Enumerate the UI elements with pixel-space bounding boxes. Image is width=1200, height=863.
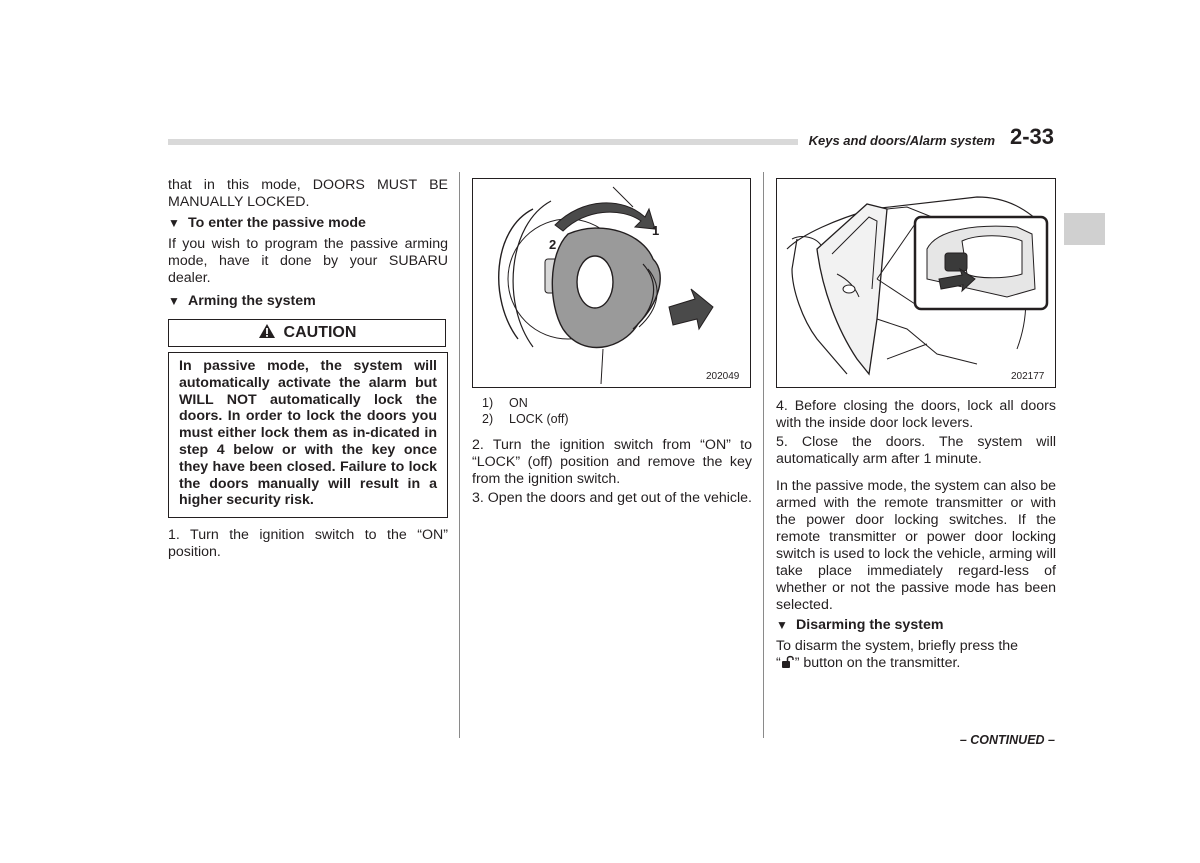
caution-label: CAUTION	[283, 324, 357, 341]
legend-item	[482, 411, 569, 427]
caution-box	[168, 352, 448, 518]
caution-header	[168, 319, 446, 347]
continued-label: – CONTINUED –	[959, 733, 1055, 747]
legend-text: ON	[509, 396, 528, 410]
door-figure	[776, 178, 1056, 388]
heading-label: Arming the system	[188, 293, 316, 309]
heading-label: Disarming the system	[796, 617, 944, 633]
section-title: Keys and doors/Alarm system	[808, 133, 995, 148]
heading-label: To enter the passive mode	[188, 215, 366, 231]
triangle-down-icon: ▼	[168, 216, 180, 230]
passive-text: If you wish to program the passive arming mode, have it done by your SUBARU dealer.	[168, 236, 448, 286]
figure-legend	[482, 395, 569, 427]
legend-number: 1)	[482, 396, 494, 410]
callout-2: 2	[549, 237, 557, 252]
intro-text: that in this mode, DOORS MUST BE MANUALLY LOCKED.	[168, 177, 448, 210]
unlock-icon	[781, 655, 795, 669]
step-3: 3. Open the doors and get out of the vehicle.	[472, 490, 753, 506]
figure-code: 202177	[1011, 371, 1045, 382]
door-lock-illustration	[777, 179, 1055, 387]
chapter-thumb-tab	[1064, 213, 1105, 245]
triangle-down-icon: ▼	[168, 294, 180, 308]
ignition-figure	[472, 178, 751, 388]
caution-text: In passive mode, the system will automatically activate the alarm but WILL NOT automatically lock the doors. In order to lock the doors you must either lock them as in-dicated in step 4 below or with the key once they have been closed. Failure to lock the doors manually will result in a higher security risk.	[179, 358, 437, 509]
page-number: 2-33	[1010, 124, 1055, 149]
heading-disarming	[776, 617, 943, 634]
warning-triangle-icon	[258, 323, 276, 339]
column-divider	[459, 172, 460, 738]
callout-1: 1	[652, 223, 660, 238]
heading-passive-mode	[168, 215, 366, 232]
disarm-text-1: To disarm the system, briefly press the	[776, 638, 1019, 654]
heading-arming	[168, 293, 316, 310]
triangle-down-icon: ▼	[776, 618, 788, 632]
step-5: 5. Close the doors. The system will automatically arm after 1 minute.	[776, 434, 1056, 467]
step-1: 1. Turn the ignition switch to the “ON” position.	[168, 527, 448, 560]
step-2: 2. Turn the ignition switch from “ON” to “LOCK” (off) position and remove the key from the ignition switch.	[472, 437, 752, 487]
step-4: 4. Before closing the doors, lock all doors with the inside door lock levers.	[776, 398, 1056, 431]
legend-item	[482, 395, 569, 411]
disarm-text-tail: ” button on the transmitter.	[794, 655, 961, 671]
column-divider	[763, 172, 764, 738]
figure-code: 202049	[706, 371, 740, 382]
ignition-switch-illustration	[473, 179, 750, 387]
header-rule	[168, 139, 798, 145]
disarm-text-2: “ ” button on the transmitter.	[776, 655, 961, 671]
legend-text: LOCK (off)	[509, 412, 569, 426]
passive-paragraph: In the passive mode, the system can also be armed with the remote transmitter or with the power door locking switches. If the remote transmitter or power door locking switch is used to lock the vehicle, arming will take place immediately regard-less of whether or not the passive mode has been selected.	[776, 478, 1056, 613]
legend-number: 2)	[482, 412, 494, 426]
